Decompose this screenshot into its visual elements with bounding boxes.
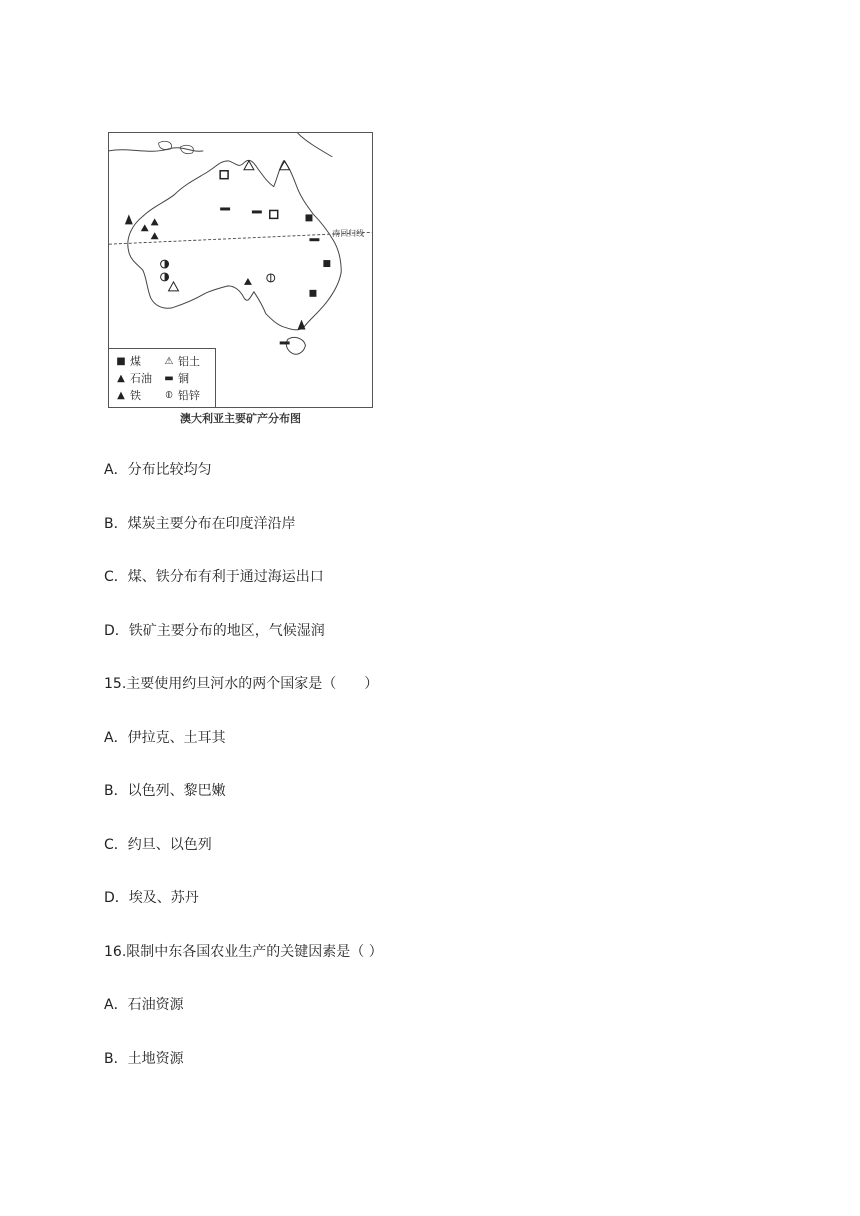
q14-option-c: C．煤、铁分布有利于通过海运出口 bbox=[104, 569, 324, 585]
island-shape bbox=[298, 133, 333, 157]
q15-option-d: D．埃及、苏丹 bbox=[104, 890, 199, 906]
tropic-label: 南回归线 bbox=[332, 229, 365, 239]
coal-marker bbox=[306, 214, 313, 221]
q14-option-b: B．煤炭主要分布在印度洋沿岸 bbox=[104, 516, 296, 532]
oil-derrick-icon: ▲ bbox=[117, 372, 125, 384]
map-caption: 澳大利亚主要矿产分布图 bbox=[180, 412, 301, 425]
new-guinea-coast bbox=[109, 148, 203, 151]
map-legend bbox=[109, 348, 216, 407]
legend-item-coal: ■ 煤 bbox=[116, 355, 141, 368]
bauxite-triangle-icon: ⚠ bbox=[164, 355, 174, 367]
legend-item-lead-zinc: ⦶ 铅锌 bbox=[163, 387, 200, 403]
q15-stem: 15.主要使用约旦河水的两个国家是（ ） bbox=[104, 676, 379, 692]
lead-zinc-circle-icon: ⦶ bbox=[165, 389, 173, 401]
copper-marker bbox=[280, 341, 290, 344]
bauxite-marker bbox=[220, 171, 228, 179]
triangle-icon: ▲ bbox=[117, 389, 125, 401]
dash-icon: ▬ bbox=[164, 372, 174, 384]
q16-option-a: A．石油资源 bbox=[104, 997, 184, 1013]
q16-stem: 16.限制中东各国农业生产的关键因素是（ ） bbox=[104, 944, 383, 960]
oil-marker bbox=[125, 214, 133, 224]
iron-marker bbox=[244, 278, 252, 285]
copper-marker bbox=[252, 210, 262, 213]
square-icon: ■ bbox=[116, 355, 126, 367]
legend-item-oil: ▲ 石油 bbox=[115, 370, 152, 386]
oil-marker bbox=[298, 320, 306, 330]
q15-option-b: B．以色列、黎巴嫩 bbox=[104, 783, 226, 799]
australia-coastline bbox=[128, 160, 341, 330]
coal-marker bbox=[323, 260, 330, 267]
copper-marker bbox=[309, 238, 319, 241]
q14-option-d: D．铁矿主要分布的地区，气候湿润 bbox=[104, 623, 325, 639]
bauxite-marker bbox=[270, 210, 278, 218]
iron-marker bbox=[151, 232, 159, 239]
legend-item-copper: ▬ 铜 bbox=[164, 372, 189, 385]
legend-item-iron: ▲ 铁 bbox=[115, 387, 141, 403]
q15-option-a: A．伊拉克、土耳其 bbox=[104, 730, 226, 746]
australia-mineral-map bbox=[108, 132, 373, 408]
q15-option-c: C．约旦、以色列 bbox=[104, 837, 212, 853]
copper-marker bbox=[220, 207, 230, 210]
tasmania-coastline bbox=[286, 337, 305, 354]
iron-marker bbox=[141, 224, 149, 231]
bauxite-marker bbox=[169, 282, 179, 291]
iron-marker bbox=[151, 218, 159, 225]
q14-option-a: A．分布比较均匀 bbox=[104, 462, 212, 478]
q16-option-b: B．土地资源 bbox=[104, 1051, 184, 1067]
legend-item-bauxite: ⚠ 铝土 bbox=[164, 355, 200, 368]
coal-marker bbox=[309, 290, 316, 297]
